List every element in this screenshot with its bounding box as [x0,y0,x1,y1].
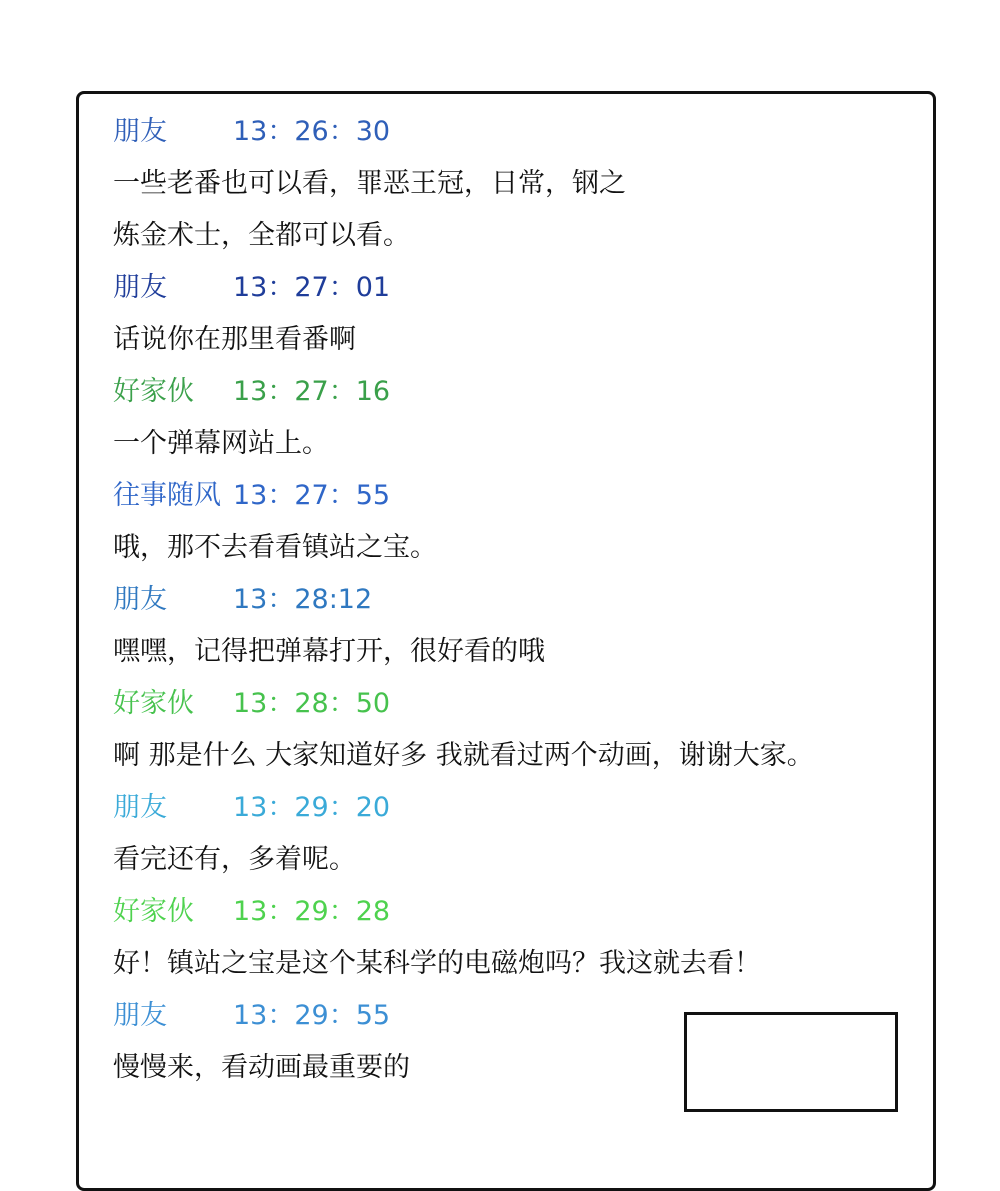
sender-name: 好家伙 [113,688,194,719]
message-header [113,782,973,834]
chat-log [113,106,973,1094]
message-header [113,262,973,314]
message-time: 13：27：16 [233,376,391,407]
message-header [113,678,973,730]
message-time: 13：27：55 [233,480,391,511]
message-text: 话说你在那里看番啊 [113,324,356,355]
message-header [113,470,973,522]
message-header [113,886,973,938]
message-time: 13：28：50 [233,688,391,719]
message-text: 慢慢来，看动画最重要的 [113,1052,410,1083]
message-header [113,366,973,418]
message-time: 13：28:12 [233,584,373,615]
sender-name: 朋友 [113,116,167,147]
inset-box [684,1012,898,1112]
sender-name: 朋友 [113,792,167,823]
message-time: 13：29：28 [233,896,391,927]
sender-name: 朋友 [113,272,167,303]
sender-name: 好家伙 [113,896,194,927]
message-time: 13：29：55 [233,1000,391,1031]
message-time: 13：26：30 [233,116,391,147]
message-text: 炼金术士，全都可以看。 [113,220,410,251]
message-header [113,574,973,626]
message-time: 13：29：20 [233,792,391,823]
message-text: 哦，那不去看看镇站之宝。 [113,532,437,563]
message-text: 一些老番也可以看，罪恶王冠，日常，钢之 [113,168,626,199]
sender-name: 朋友 [113,1000,167,1031]
sender-name: 朋友 [113,584,167,615]
message-text: 看完还有，多着呢。 [113,844,356,875]
sender-name: 往事随风 [113,480,221,511]
message-text: 一个弹幕网站上。 [113,428,329,459]
sender-name: 好家伙 [113,376,194,407]
message-time: 13：27：01 [233,272,391,303]
message-text: 嘿嘿，记得把弹幕打开，很好看的哦 [113,636,545,667]
message-text: 好！镇站之宝是这个某科学的电磁炮吗？我这就去看！ [113,948,761,979]
message-header [113,106,973,158]
message-text: 啊 那是什么 大家知道好多 我就看过两个动画，谢谢大家。 [113,740,814,771]
